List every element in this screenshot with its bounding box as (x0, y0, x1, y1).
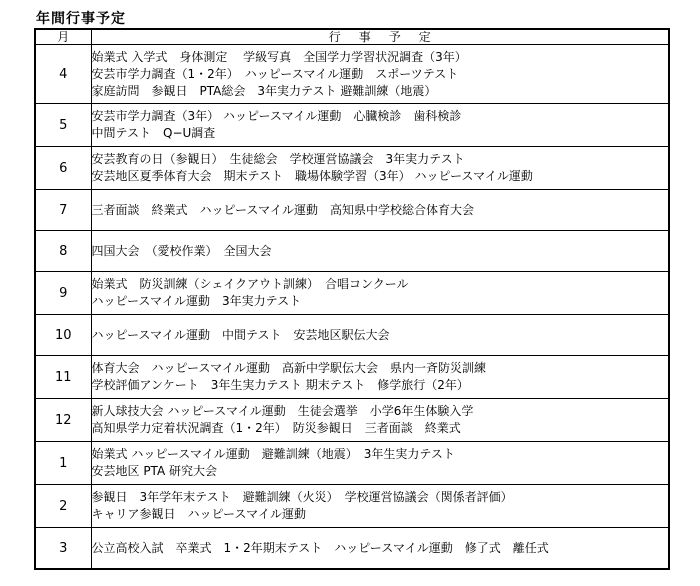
month-cell: 11 (35, 356, 91, 399)
event-line: キャリア参観日 ハッピースマイル運動 (91, 507, 306, 521)
table-row (35, 231, 669, 272)
event-line: 四国大会 （愛校作業） 全国大会 (91, 243, 272, 258)
event-line: 安芸教育の日（参観日） 生徒総会 学校運営協議会 3年実力テスト (91, 152, 465, 166)
event-line: ハッピースマイル運動 3年実力テスト (91, 294, 302, 308)
event-line: 家庭訪問 参観日 PTA総会 3年実力テスト 避難訓練（地震） (91, 83, 437, 98)
table-row (35, 272, 669, 315)
table-row (35, 399, 669, 442)
events-cell (91, 399, 669, 442)
event-line: 公立高校入試 卒業式 1・2年期末テスト ハッピースマイル運動 修了式 離任式 (91, 540, 549, 555)
header-row (35, 29, 669, 45)
event-line: 三者面談 終業式 ハッピースマイル運動 高知県中学校総合体育大会 (91, 202, 474, 217)
month-cell: 1 (35, 442, 91, 485)
event-line: ハッピースマイル運動 中間テスト 安芸地区駅伝大会 (91, 327, 390, 342)
table-row (35, 442, 669, 485)
events-cell (91, 45, 669, 104)
month-cell: 3 (35, 528, 91, 570)
event-line: 安芸地区夏季体育大会 期末テスト 職場体験学習（3年） ハッピースマイル運動 (91, 169, 533, 183)
events-cell (91, 147, 669, 190)
events-cell (91, 356, 669, 399)
events-cell (91, 528, 669, 570)
table-row (35, 45, 669, 104)
month-cell: 9 (35, 272, 91, 315)
event-line: 参観日 3年学年末テスト 避難訓練（火災） 学校運営協議会（関係者評価） (91, 490, 513, 504)
events-cell (91, 272, 669, 315)
month-cell: 5 (35, 104, 91, 147)
event-line: 体育大会 ハッピースマイル運動 高新中学駅伝大会 県内一斉防災訓練 (91, 361, 486, 375)
table-row (35, 315, 669, 356)
table-row (35, 356, 669, 399)
event-line: 始業式 ハッピースマイル運動 避難訓練（地震） 3年生実力テスト (91, 447, 455, 461)
schedule-table (34, 28, 670, 570)
events-cell (91, 231, 669, 272)
event-line: 安芸地区 PTA 研究大会 (91, 464, 217, 478)
event-line: 中間テスト Q−U調査 (91, 126, 216, 140)
table-row (35, 104, 669, 147)
month-cell: 12 (35, 399, 91, 442)
event-line: 高知県学力定着状況調査（1・2年） 防災参観日 三者面談 終業式 (91, 421, 461, 435)
event-line: 安芸市学力調査（1・2年） ハッピースマイル運動 スポーツテスト (91, 66, 459, 81)
month-cell: 8 (35, 231, 91, 272)
event-line: 新人球技大会 ハッピースマイル運動 生徒会選挙 小学6年生体験入学 (91, 404, 474, 418)
table-row (35, 528, 669, 570)
month-cell: 7 (35, 190, 91, 231)
month-cell: 6 (35, 147, 91, 190)
event-line: 学校評価アンケート 3年生実力テスト 期末テスト 修学旅行（2年） (91, 378, 469, 392)
month-column-header: 月 (35, 29, 91, 45)
events-cell (91, 104, 669, 147)
events-cell (91, 190, 669, 231)
events-cell (91, 485, 669, 528)
month-cell: 4 (35, 45, 91, 104)
month-cell: 10 (35, 315, 91, 356)
events-column-header: 行事予定 (91, 29, 669, 45)
month-cell: 2 (35, 485, 91, 528)
events-cell (91, 442, 669, 485)
event-line: 安芸市学力調査（3年） ハッピースマイル運動 心臓検診 歯科検診 (91, 109, 462, 123)
event-line: 始業式 防災訓練（シェイクアウト訓練） 合唱コンクール (91, 277, 409, 291)
table-row (35, 147, 669, 190)
page-title: 年間行事予定 (36, 11, 126, 27)
table-row (35, 485, 669, 528)
table-row (35, 190, 669, 231)
event-line: 始業式 入学式 身体測定 学級写真 全国学力学習状況調査（3年） (91, 49, 467, 64)
events-cell (91, 315, 669, 356)
